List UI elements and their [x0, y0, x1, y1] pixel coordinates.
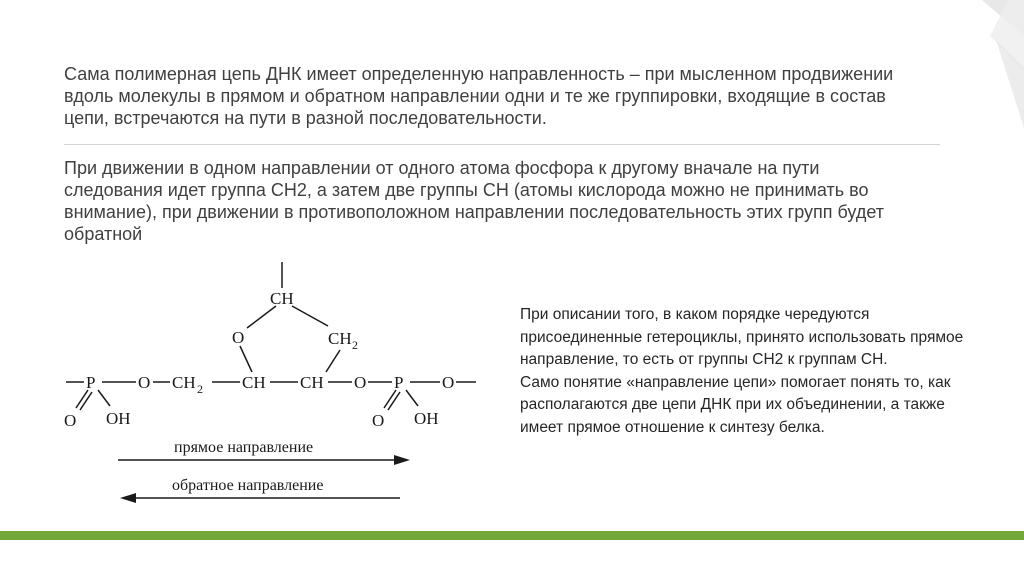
bond-p-o-dbl-right-b — [388, 392, 400, 410]
atom-ch-top: CH — [270, 289, 294, 308]
atom-p-left: P — [86, 373, 96, 392]
bond-ch-ch2 — [292, 306, 328, 326]
bond-p-o-dbl-left-b — [80, 392, 92, 410]
atom-ch2-chain-sub: 2 — [197, 382, 203, 396]
atom-oh-left: OH — [106, 409, 131, 428]
atom-ch2-ring: CH — [328, 329, 352, 348]
side-text-chain-concept: Само понятие «направление цепи» помогает понять то, как располагаются две цепи ДНК при их объединении, а также имеет прямое отношение к синтезу белка. — [520, 373, 951, 436]
bottom-accent-bar — [0, 531, 1024, 540]
forward-direction-label: прямое направление — [174, 439, 314, 456]
atom-o-dbl-right: O — [372, 411, 385, 430]
bond-ch2-chright — [326, 350, 340, 372]
corner-decoration — [934, 0, 1024, 130]
atom-o-right-bridge: O — [354, 373, 367, 392]
bond-p-o-dbl-right-a — [384, 390, 396, 408]
atom-oh-right: OH — [414, 409, 439, 428]
paragraph-polymer-direction: Сама полимерная цепь ДНК имеет определенную направленность – при мысленном продвижении вдоль молекулы в прямом и обратном направлении одни и те же группировки, входящие в состав цепи, встречаются на пути в разной последовательности. — [64, 64, 894, 128]
atom-ch2-chain: CH — [172, 373, 196, 392]
side-explanation — [520, 304, 990, 440]
bond-p-o-dbl-left-a — [76, 390, 88, 408]
atom-ch-left: CH — [242, 373, 266, 392]
bond-ch-o — [247, 306, 276, 328]
atom-p-right: P — [394, 373, 404, 392]
reverse-arrowhead — [120, 493, 136, 503]
paragraph-movement: При движении в одном направлении от одного атома фосфора к другому вначале на пути следования идет группа СН2, а затем две группы СН (атомы кислорода можно не принимать во внимание), при движении в противоположном направлении последовательность этих групп будет обратной — [64, 158, 884, 244]
atom-ch-right: CH — [300, 373, 324, 392]
bond-o-chleft — [240, 346, 252, 372]
divider — [64, 144, 940, 145]
bond-p-oh-right — [406, 390, 418, 406]
atom-o-left-bridge: O — [138, 373, 151, 392]
atom-o-ring: O — [232, 328, 245, 347]
reverse-direction-label: обратное направление — [172, 477, 324, 494]
forward-arrowhead — [394, 455, 410, 465]
bond-p-oh-left — [98, 390, 110, 406]
atom-ch2-ring-sub: 2 — [352, 338, 358, 352]
dna-chain-diagram — [56, 256, 496, 506]
side-text-direction: При описании того, в каком порядке чередуются присоединенные гетероциклы, принято использовать прямое направление, то есть от группы СН2 к группам СН. — [520, 306, 964, 369]
atom-o-dbl-left: O — [64, 411, 77, 430]
atom-o-right-end: O — [442, 373, 455, 392]
